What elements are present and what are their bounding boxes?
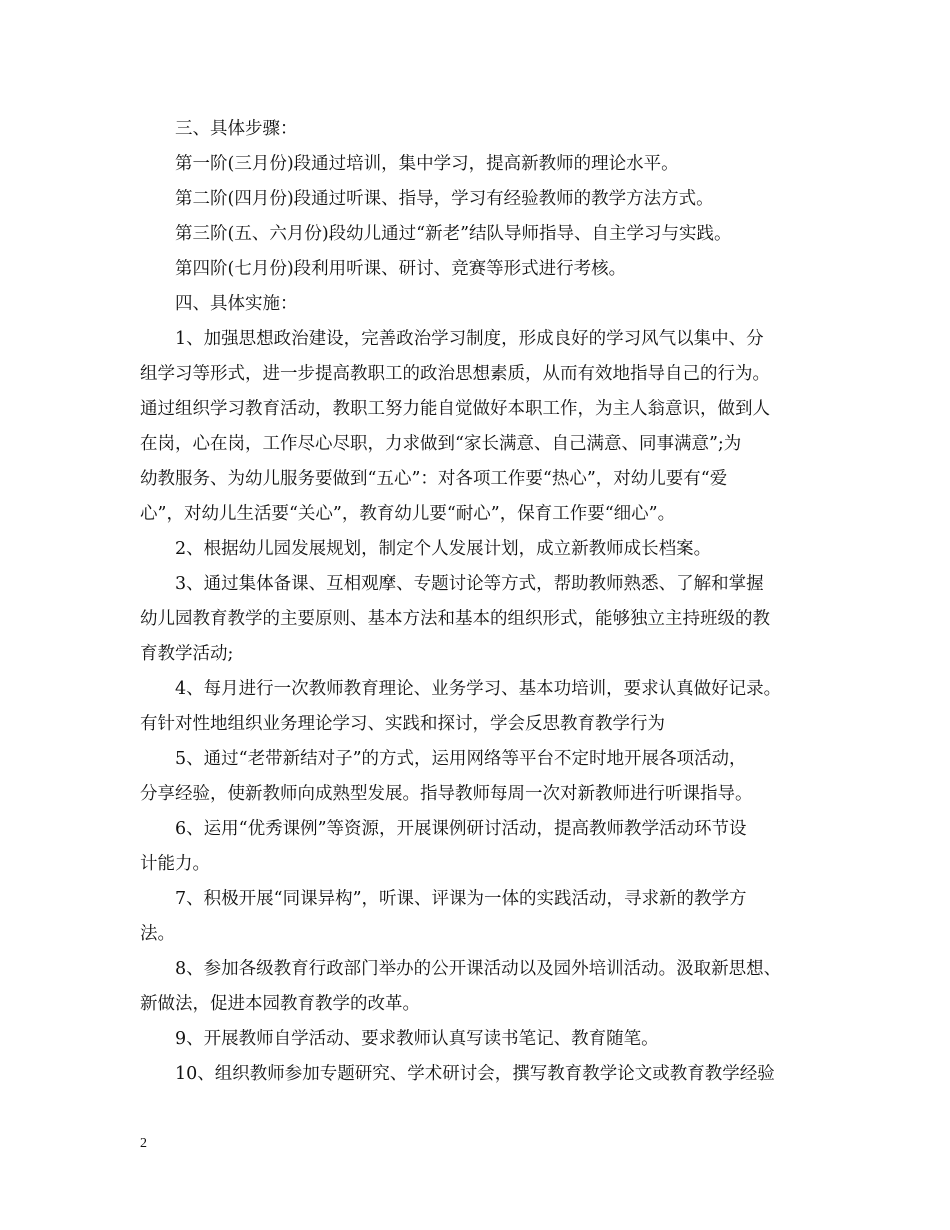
text-line: 三、具体步骤： (175, 119, 298, 139)
text-line: 新做法，促进本园教育教学的改革。 (140, 994, 420, 1014)
text-line: 2、根据幼儿园发展规划，制定个人发展计划，成立新教师成长档案。 (175, 539, 712, 559)
text-line: 四、具体实施： (175, 294, 298, 314)
text-line: 5、通过“老带新结对子”的方式，运用网络等平台不定时地开展各项活动， (175, 749, 747, 769)
text-line: 计能力。 (140, 854, 210, 874)
text-line: 10、组织教师参加专题研究、学术研讨会，撰写教育教学论文或教育教学经验 (175, 1064, 775, 1084)
text-line: 3、通过集体备课、互相观摩、专题讨论等方式，帮助教师熟悉、了解和掌握 (175, 574, 764, 594)
text-line: 分享经验，使新教师向成熟型发展。指导教师每周一次对新教师进行听课指导。 (140, 784, 753, 804)
text-line: 组学习等形式，进一步提高教职工的政治思想素质，从而有效地指导自己的行为。 (140, 364, 770, 384)
text-line: 6、运用“优秀课例”等资源，开展课例研讨活动，提高教师教学活动环节设 (175, 819, 747, 839)
text-line: 育教学活动; (140, 644, 234, 664)
text-line: 第四阶(七月份)段利用听课、研讨、竞赛等形式进行考核。 (175, 259, 627, 279)
text-line: 法。 (140, 924, 175, 944)
document-body (140, 112, 812, 1092)
page-number: 2 (140, 1136, 147, 1151)
text-line: 幼儿园教育教学的主要原则、基本方法和基本的组织形式，能够独立主持班级的教 (140, 609, 770, 629)
text-line: 第一阶(三月份)段通过培训，集中学习，提高新教师的理论水平。 (175, 154, 679, 174)
text-line: 7、积极开展“同课异构”，听课、评课为一体的实践活动，寻求新的教学方 (175, 889, 747, 909)
text-line: 8、参加各级教育行政部门举办的公开课活动以及园外培训活动。汲取新思想、 (175, 959, 782, 979)
text-line: 第三阶(五、六月份)段幼儿通过“新老”结队导师指导、自主学习与实践。 (175, 224, 732, 244)
text-line: 第二阶(四月份)段通过听课、指导，学习有经验教师的教学方法方式。 (175, 189, 714, 209)
text-line: 通过组织学习教育活动，教职工努力能自觉做好本职工作，为主人翁意识，做到人 (140, 399, 770, 419)
text-line: 有针对性地组织业务理论学习、实践和探讨，学会反思教育教学行为 (140, 714, 665, 734)
text-line: 1、加强思想政治建设，完善政治学习制度，形成良好的学习风气以集中、分 (175, 329, 764, 349)
text-line: 在岗，心在岗，工作尽心尽职，力求做到“家长满意、自己满意、同事满意”;为 (140, 434, 742, 454)
text-line: 4、每月进行一次教师教育理论、业务学习、基本功培训，要求认真做好记录。 (175, 679, 782, 699)
text-line: 9、开展教师自学活动、要求教师认真写读书笔记、教育随笔。 (175, 1029, 659, 1049)
text-line: 心”，对幼儿生活要“关心”，教育幼儿要“耐心”，保育工作要“细心”。 (140, 504, 676, 524)
text-line: 幼教服务、为幼儿服务要做到“五心”：对各项工作要“热心”，对幼儿要有“爱 (140, 469, 728, 489)
